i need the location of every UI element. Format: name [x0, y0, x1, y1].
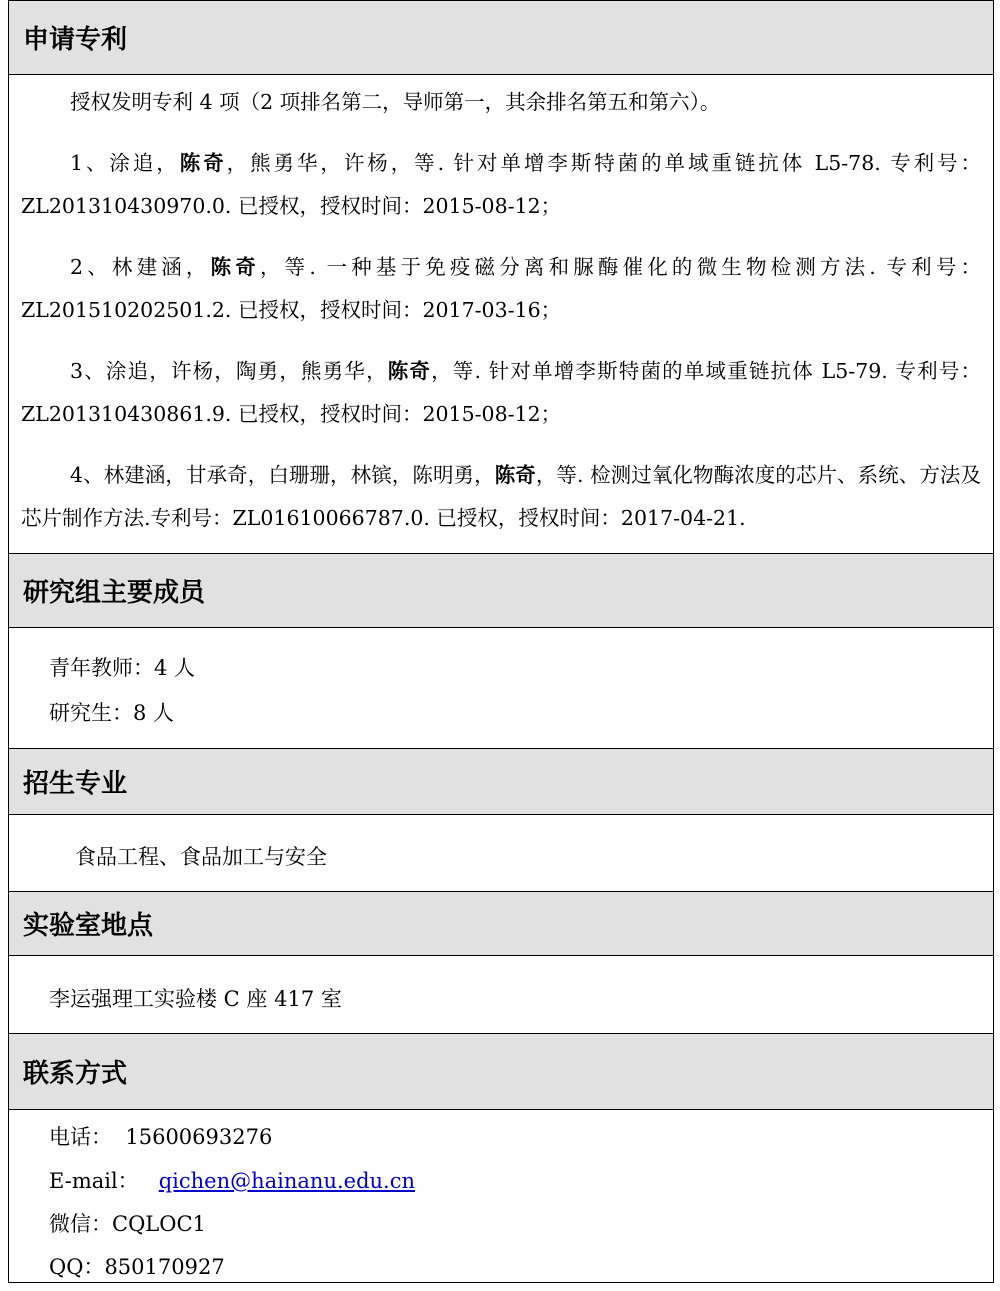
highlight-author: 陈奇 — [387, 359, 432, 383]
section-header-lab — [9, 891, 993, 956]
contact-qq: QQ：850170927 — [49, 1255, 225, 1279]
patent-item-1: 1、涂追，陈奇，熊勇华，许杨，等. 针对单增李斯特菌的单域重链抗体 L5-78. 专利号：ZL201310430970.0. 已授权，授权时间：2015-08-12； — [21, 151, 982, 218]
patent-item-3: 3、涂追，许杨，陶勇，熊勇华，陈奇，等. 针对单增李斯特菌的单域重链抗体 L5-79. 专利号：ZL201310430861.9. 已授权，授权时间：2015-08-12； — [21, 359, 982, 426]
grad-students-count: 研究生：8 人 — [49, 701, 175, 725]
section-title-patents: 申请专利 — [23, 25, 128, 55]
patents-body — [9, 81, 993, 540]
highlight-author: 陈奇 — [179, 151, 227, 175]
young-teachers-count: 青年教师：4 人 — [49, 656, 196, 680]
patent-item-2: 2、林建涵，陈奇，等. 一种基于免疫磁分离和脲酶催化的微生物检测方法. 专利号：ZL201510202501.2. 已授权，授权时间：2017-03-16； — [21, 255, 982, 322]
section-header-patents — [9, 1, 993, 75]
section-title-majors: 招生专业 — [23, 769, 128, 799]
patents-intro: 授权发明专利 4 项（2 项排名第二，导师第一，其余排名第五和第六）。 — [70, 90, 721, 114]
profile-table — [8, 0, 994, 1283]
highlight-author: 陈奇 — [494, 463, 536, 487]
lab-location: 李运强理工实验楼 C 座 417 室 — [49, 987, 342, 1011]
section-header-contact — [9, 1033, 993, 1110]
phone-number: 15600693276 — [125, 1125, 273, 1149]
highlight-author: 陈奇 — [210, 255, 260, 279]
contact-phone: 电话： 15600693276 — [49, 1125, 273, 1149]
email-link[interactable]: qichen@hainanu.edu.cn — [158, 1169, 416, 1193]
section-title-members: 研究组主要成员 — [23, 578, 206, 608]
majors-text: 食品工程、食品加工与安全 — [75, 845, 327, 869]
section-title-contact: 联系方式 — [23, 1059, 128, 1089]
contact-email: E-mail： qichen@hainanu.edu.cn — [49, 1169, 416, 1193]
qq-number: 850170927 — [104, 1255, 225, 1279]
wechat-id: CQLOC1 — [112, 1212, 206, 1236]
patent-item-4: 4、林建涵，甘承奇，白珊珊，林镔，陈明勇，陈奇，等. 检测过氧化物酶浓度的芯片、系统、方法及芯片制作方法.专利号：ZL01610066787.0. 已授权，授权时间：2017-04-21. — [21, 463, 982, 530]
section-header-members — [9, 553, 993, 628]
section-title-lab: 实验室地点 — [23, 911, 154, 941]
section-header-majors — [9, 748, 993, 815]
contact-wechat: 微信：CQLOC1 — [49, 1212, 206, 1236]
